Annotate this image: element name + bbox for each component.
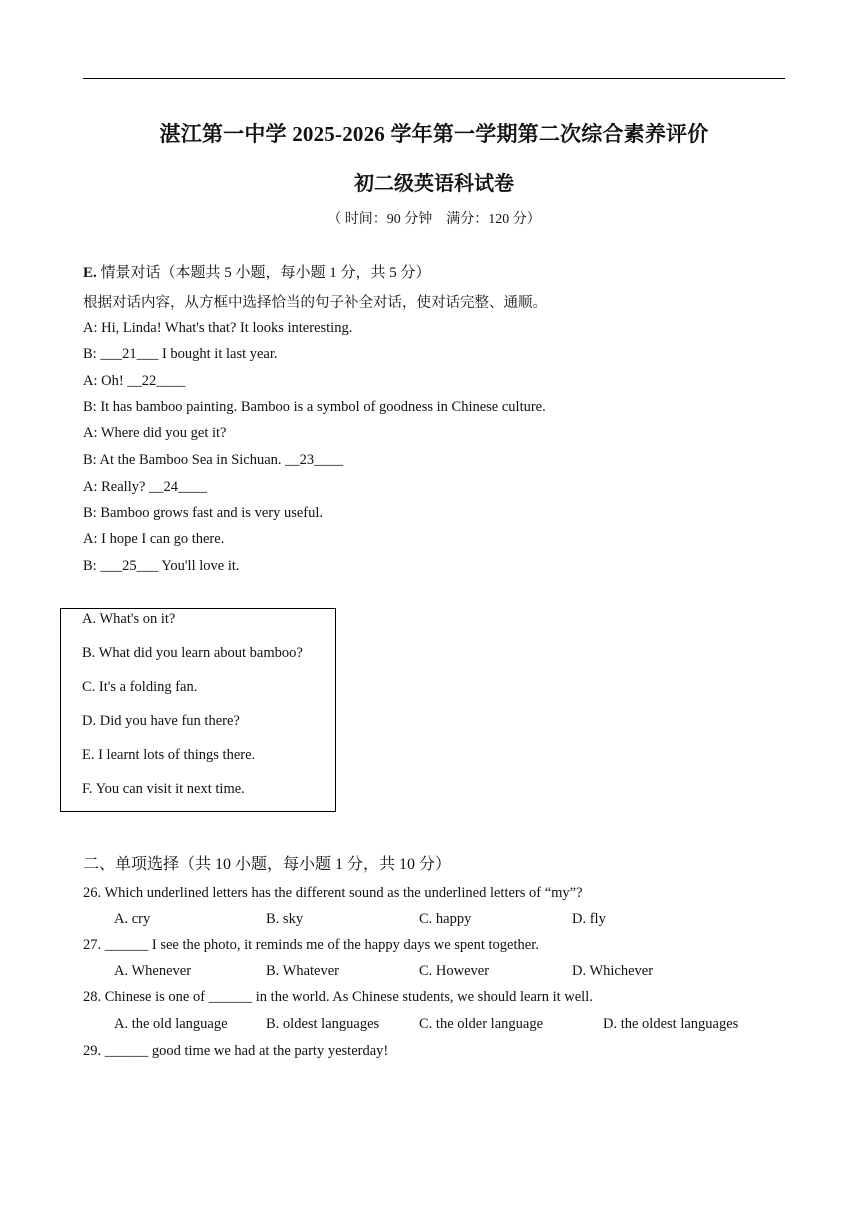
choice-26a: A. cry [114,911,151,927]
exam-title: 湛江第一中学 2025-2026 学年第一学期第二次综合素养评价 [159,122,709,146]
option-item: B. What did you learn about bamboo? [82,645,303,661]
option-item: F. You can visit it next time. [82,781,245,797]
choice-26c: C. happy [419,911,472,927]
dialogue-line: A: Oh! __22____ [83,373,186,389]
dialogue-line: A: I hope I can go there. [83,531,225,547]
choice-28b: B. oldest languages [266,1016,380,1032]
question-28: 28. Chinese is one of ______ in the world. As Chinese students, we should learn it well. [83,989,593,1005]
section-e-instruction: 根据对话内容，从方框中选择恰当的句子补全对话，使对话完整、通顺。 [83,295,547,311]
choice-28d: D. the oldest languages [603,1016,739,1032]
question-26: 26. Which underlined letters has the different sound as the underlined letters of “my”? [83,885,583,901]
section-e-heading-text: 情景对话（本题共 5 小题，每小题 1 分，共 5 分） [100,265,431,281]
choice-27d: D. Whichever [572,963,654,979]
choice-27b: B. Whatever [266,963,340,979]
question-29: 29. ______ good time we had at the party yesterday! [83,1043,389,1059]
dialogue-line: B: ___21___ I bought it last year. [83,346,278,362]
option-item: D. Did you have fun there? [82,713,240,729]
option-item: C. It's a folding fan. [82,679,198,695]
exam-info: （ 时间：90 分钟 满分：120 分） [327,212,541,227]
choice-27c: C. However [419,963,490,979]
choice-27a: A. Whenever [114,963,192,979]
dialogue-line: B: It has bamboo painting. Bamboo is a symbol of goodness in Chinese culture. [83,399,546,415]
dialogue-line: B: At the Bamboo Sea in Sichuan. __23____ [83,452,344,468]
option-item: E. I learnt lots of things there. [82,747,256,763]
dialogue-line: A: Where did you get it? [83,425,227,441]
choice-26b: B. sky [266,911,304,927]
section-e-heading [83,261,431,282]
header-rule [83,78,785,79]
choice-28c: C. the older language [419,1016,544,1032]
question-27: 27. ______ I see the photo, it reminds me of the happy days we spent together. [83,937,539,953]
dialogue-line: B: ___25___ You'll love it. [83,558,240,574]
dialogue-line: A: Hi, Linda! What's that? It looks interesting. [83,320,353,336]
option-item: A. What's on it? [82,611,176,627]
dialogue-line: B: Bamboo grows fast and is very useful. [83,505,324,521]
section-e-label: E. [83,265,97,281]
exam-subtitle: 初二级英语科试卷 [354,173,514,195]
choice-26d: D. fly [572,911,606,927]
dialogue-line: A: Really? __24____ [83,479,208,495]
section-2-heading: 二、单项选择（共 10 小题，每小题 1 分，共 10 分） [83,856,452,873]
choice-28a: A. the old language [114,1016,228,1032]
